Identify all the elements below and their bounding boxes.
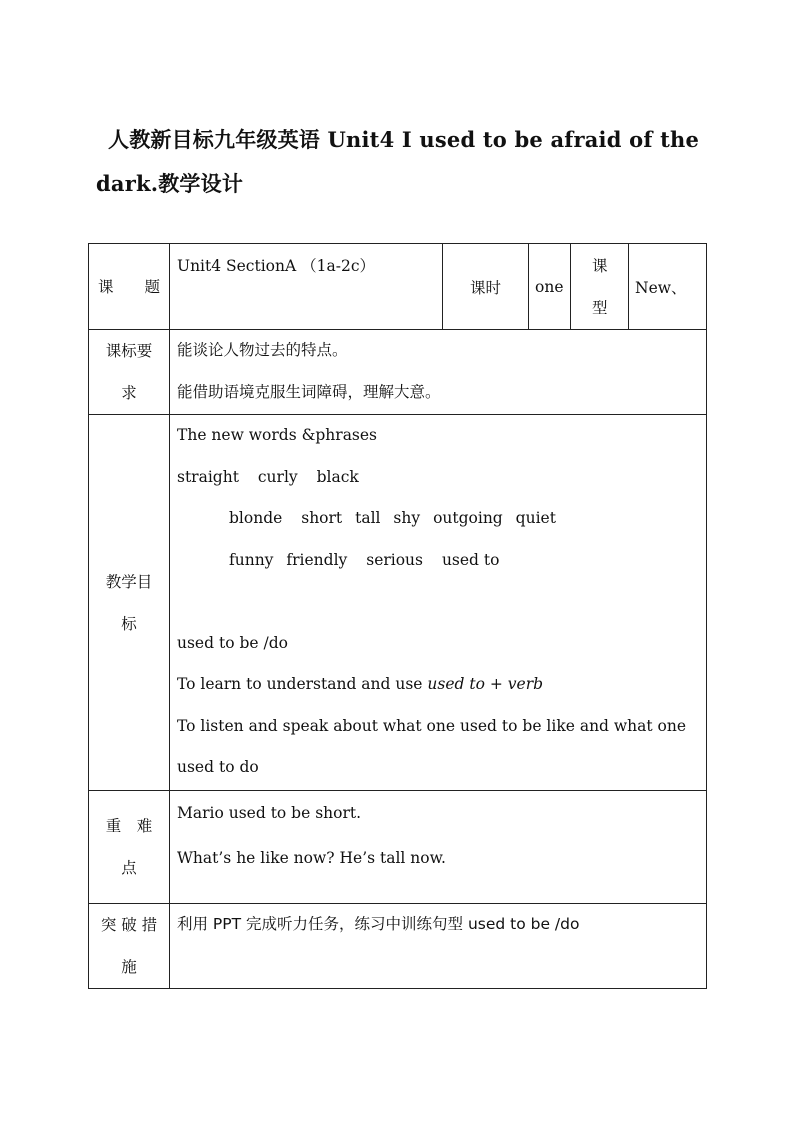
goal-1-text: To learn to understand and use: [177, 675, 428, 693]
objectives-content: [170, 415, 707, 791]
goal-2: To listen and speak about what one used to be like and what one used to do: [177, 716, 687, 776]
key-point-2: What’s he like now? He’s tall now.: [177, 849, 446, 867]
word: short: [301, 509, 343, 527]
word: quiet: [515, 509, 556, 527]
word: outgoing: [433, 509, 503, 527]
objectives-label-1: 教学目: [105, 572, 153, 591]
key-points-label: [89, 791, 170, 904]
objectives-phrase: used to be /do: [177, 633, 288, 652]
standards-line-1: 能谈论人物过去的特点。: [177, 341, 348, 359]
period-label: 课时: [443, 244, 529, 330]
objectives-row: [89, 415, 707, 791]
methods-label-1: 突 破 措: [100, 916, 158, 934]
key-points-label-1: 重 难: [105, 817, 153, 835]
word: friendly: [286, 550, 348, 569]
objectives-label-2: 标: [121, 614, 137, 633]
period-type-group: [529, 244, 629, 330]
standards-content: [170, 330, 707, 415]
standards-label-1: 课标要: [105, 342, 153, 360]
type-label-2: 型: [591, 298, 608, 317]
standards-line-2: 能借助语境克服生词障碍，理解大意。: [177, 382, 441, 401]
type-value: New、: [629, 244, 707, 330]
goal-1: [177, 664, 706, 706]
blank-line: [177, 581, 706, 623]
key-points-content: [170, 791, 707, 904]
methods-label-2: 施: [121, 958, 137, 976]
type-label-1: 课: [591, 256, 608, 275]
word: straight: [177, 467, 239, 486]
document-title: 人教新目标九年级英语 Unit4 I used to be afraid of the dark.教学设计: [96, 127, 700, 196]
standards-label-2: 求: [121, 384, 137, 402]
standards-row: [89, 330, 707, 415]
period-value: one: [529, 244, 570, 329]
key-point-1: Mario used to be short.: [177, 804, 362, 822]
topic-row: [89, 244, 707, 330]
word: shy: [393, 509, 421, 527]
word: tall: [355, 509, 381, 527]
words-row-1: [177, 457, 706, 499]
words-row-3: [177, 540, 706, 582]
topic-label: 课 题: [89, 244, 170, 330]
standards-label: [89, 330, 170, 415]
objectives-heading: The new words &phrases: [177, 426, 378, 444]
methods-row: [89, 904, 707, 989]
topic-value: Unit4 SectionA （1a-2c）: [170, 244, 443, 330]
word: black: [316, 467, 359, 486]
word: curly: [257, 467, 298, 486]
type-label: [570, 244, 629, 329]
word: used to: [441, 550, 500, 569]
lesson-plan-table: [88, 243, 707, 989]
word: funny: [229, 550, 274, 569]
key-points-row: [89, 791, 707, 904]
words-row-2: [177, 498, 706, 540]
key-points-label-2: 点: [121, 859, 137, 877]
objectives-label: [89, 415, 170, 791]
methods-text: 利用 PPT 完成听力任务，练习中训练句型 used to be /do: [177, 915, 580, 933]
methods-content: [170, 904, 707, 989]
word: blonde: [229, 509, 283, 527]
word: serious: [366, 550, 423, 569]
goal-1-italic: used to + verb: [427, 675, 544, 693]
methods-label: [89, 904, 170, 989]
